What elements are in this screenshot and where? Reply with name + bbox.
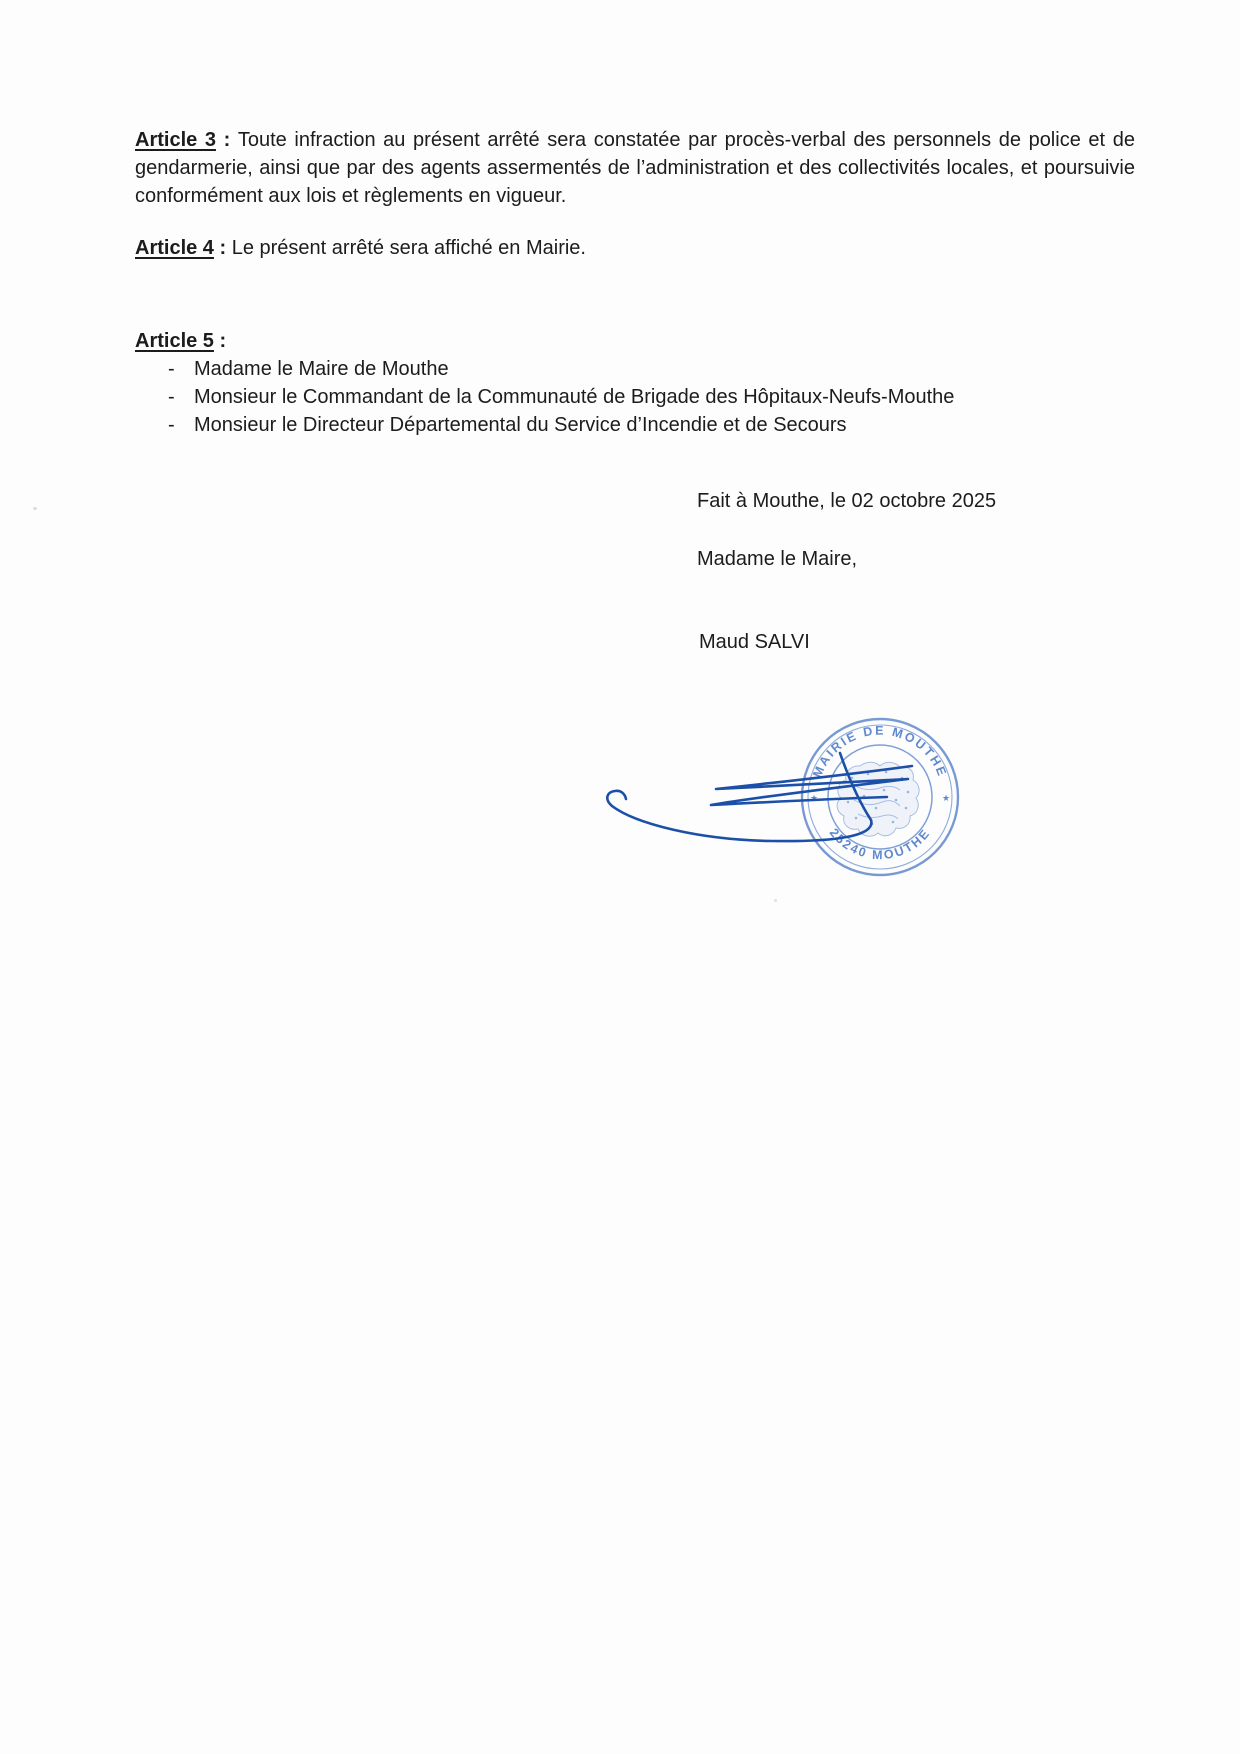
article-4-body: Le présent arrêté sera affiché en Mairie.	[231, 237, 586, 259]
stamp-top-text: MAIRIE DE MOUTHE	[810, 723, 950, 780]
signature-flourish-stroke	[607, 753, 871, 841]
list-item-dash: -	[168, 358, 175, 380]
list-item	[135, 383, 1135, 411]
article-5-separator: :	[213, 330, 227, 352]
article-3-separator: :	[215, 129, 238, 151]
list-item-text: Monsieur le Commandant de la Communauté de Brigade des Hôpitaux-Neufs-Mouthe	[194, 386, 955, 408]
article-3-paragraph	[135, 126, 1135, 210]
scan-speck	[33, 507, 37, 510]
place-date-line: Fait à Mouthe, le 02 octobre 2025	[697, 490, 997, 512]
stamp-star-left-icon: ★	[809, 793, 819, 803]
article-5-list	[135, 355, 1135, 439]
article-5-label: Article 5	[135, 330, 214, 352]
list-item-dash: -	[168, 386, 175, 408]
stamp-bottom-text: 25240 MOUTHE	[826, 825, 934, 863]
signatory-name-line: Maud SALVI	[699, 631, 810, 653]
list-item	[135, 355, 1135, 383]
list-item-dash: -	[168, 414, 175, 436]
article-3-label: Article 3	[135, 129, 216, 151]
article-5-heading	[135, 327, 1135, 355]
article-4-label: Article 4	[135, 237, 214, 259]
article-4-separator: :	[213, 237, 232, 259]
article-4-paragraph	[135, 234, 1135, 262]
signatory-title-line: Madame le Maire,	[697, 548, 858, 570]
article-3-body: Toute infraction au présent arrêté sera constatée par procès-verbal des personnels de police et de gendarmerie, ainsi que par des agents assermentés de l’administration et des collectivités locales, et poursuivie conformément aux lois et règlements en vigueur.	[135, 129, 1135, 207]
stamp-and-signature	[580, 690, 980, 890]
list-item	[135, 411, 1135, 439]
list-item-text: Madame le Maire de Mouthe	[194, 358, 449, 380]
stamp-star-right-icon: ★	[941, 793, 951, 803]
scan-speck	[774, 899, 777, 902]
list-item-text: Monsieur le Directeur Départemental du Service d’Incendie et de Secours	[194, 414, 847, 436]
